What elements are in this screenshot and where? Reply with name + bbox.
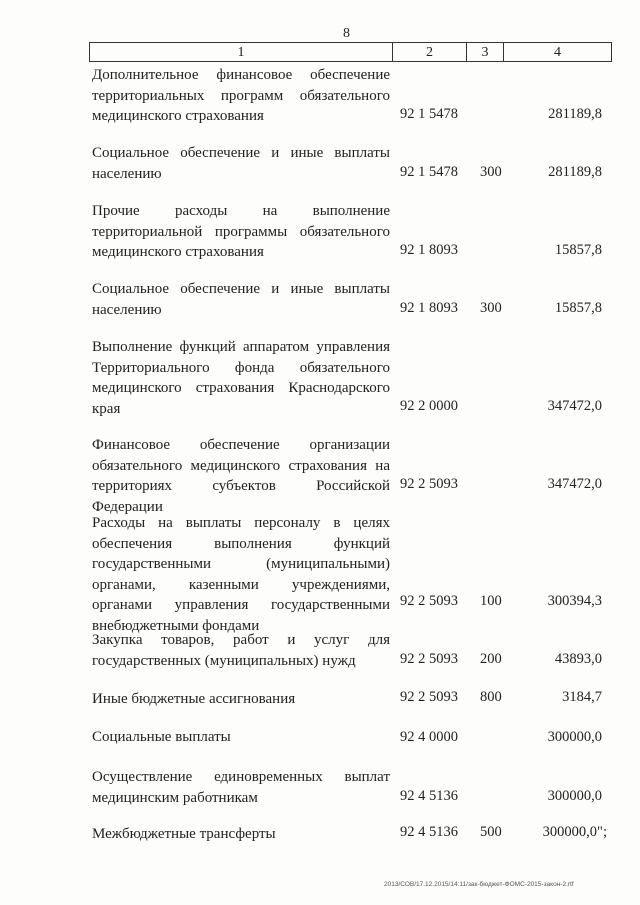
row-amount: 281189,8 bbox=[548, 106, 602, 122]
row-code: 92 2 0000 bbox=[400, 398, 458, 414]
row-amount: 43893,0 bbox=[554, 651, 602, 667]
footer-file-path: 2013/СОВ/17.12.2015/14:11/зак-бюджет-ФОМС-2015-закон-2.rtf bbox=[384, 881, 574, 888]
column-header-1: 1 bbox=[237, 45, 245, 60]
row-expense-type: 500 bbox=[480, 824, 502, 840]
row-code: 92 1 5478 bbox=[400, 164, 458, 180]
column-header-3: 3 bbox=[481, 45, 489, 60]
row-expense-type: 200 bbox=[480, 651, 502, 667]
row-amount: 15857,8 bbox=[554, 300, 602, 316]
row-amount: 347472,0 bbox=[547, 398, 602, 414]
row-code: 92 1 8093 bbox=[400, 300, 458, 316]
row-description: Дополнительное финансовое обеспечение территориальных программ обязательного медицинского страхования bbox=[92, 67, 390, 124]
row-amount: 281189,8 bbox=[548, 164, 602, 180]
row-description: Межбюджетные трансферты bbox=[92, 826, 276, 842]
row-amount: 15857,8 bbox=[554, 242, 602, 258]
column-header-2: 2 bbox=[426, 45, 433, 60]
column-header-4: 4 bbox=[554, 45, 561, 60]
table-header bbox=[89, 42, 612, 62]
row-expense-type: 300 bbox=[480, 164, 502, 180]
row-code: 92 1 8093 bbox=[400, 242, 458, 258]
row-expense-type: 100 bbox=[480, 593, 502, 609]
row-description: Выполнение функций аппаратом управления Территориального фонда обязательного медицинского страхования Краснодарского края bbox=[92, 339, 390, 417]
row-code: 92 2 5093 bbox=[400, 476, 458, 492]
row-amount: 3184,7 bbox=[562, 689, 602, 705]
row-code: 92 2 5093 bbox=[400, 651, 458, 667]
row-amount: 300000,0 bbox=[547, 729, 602, 745]
row-code: 92 4 0000 bbox=[400, 729, 458, 745]
row-code: 92 2 5093 bbox=[400, 593, 458, 609]
row-code: 92 1 5478 bbox=[400, 106, 458, 122]
row-description: Социальное обеспечение и иные выплаты населению bbox=[92, 281, 390, 318]
row-amount: 300000,0"; bbox=[542, 824, 607, 840]
row-code: 92 4 5136 bbox=[400, 824, 458, 840]
row-description: Финансовое обеспечение организации обязательного медицинского страхования на территориях субъектов Российской Федерации bbox=[92, 437, 390, 515]
row-description: Прочие расходы на выполнение территориальной программы обязательного медицинского страхования bbox=[92, 203, 390, 260]
row-amount: 300394,3 bbox=[547, 593, 602, 609]
row-description: Социальные выплаты bbox=[92, 729, 231, 745]
row-code: 92 4 5136 bbox=[400, 788, 458, 804]
row-amount: 347472,0 bbox=[547, 476, 602, 492]
row-expense-type: 800 bbox=[480, 689, 502, 705]
page-number: 8 bbox=[343, 26, 350, 41]
row-description: Расходы на выплаты персоналу в целях обеспечения выполнения функций государственными (муниципальными) органами, казенными учреждениями, органами управления государственными внебюджетными фондами bbox=[92, 515, 390, 634]
row-description: Иные бюджетные ассигнования bbox=[92, 691, 296, 707]
row-expense-type: 300 bbox=[480, 300, 502, 316]
row-amount: 300000,0 bbox=[547, 788, 602, 804]
row-description: Социальное обеспечение и иные выплаты населению bbox=[92, 145, 390, 182]
row-description: Осуществление единовременных выплат медицинским работникам bbox=[92, 769, 390, 806]
row-code: 92 2 5093 bbox=[400, 689, 458, 705]
row-description: Закупка товаров, работ и услуг для государственных (муниципальных) нужд bbox=[92, 632, 390, 669]
